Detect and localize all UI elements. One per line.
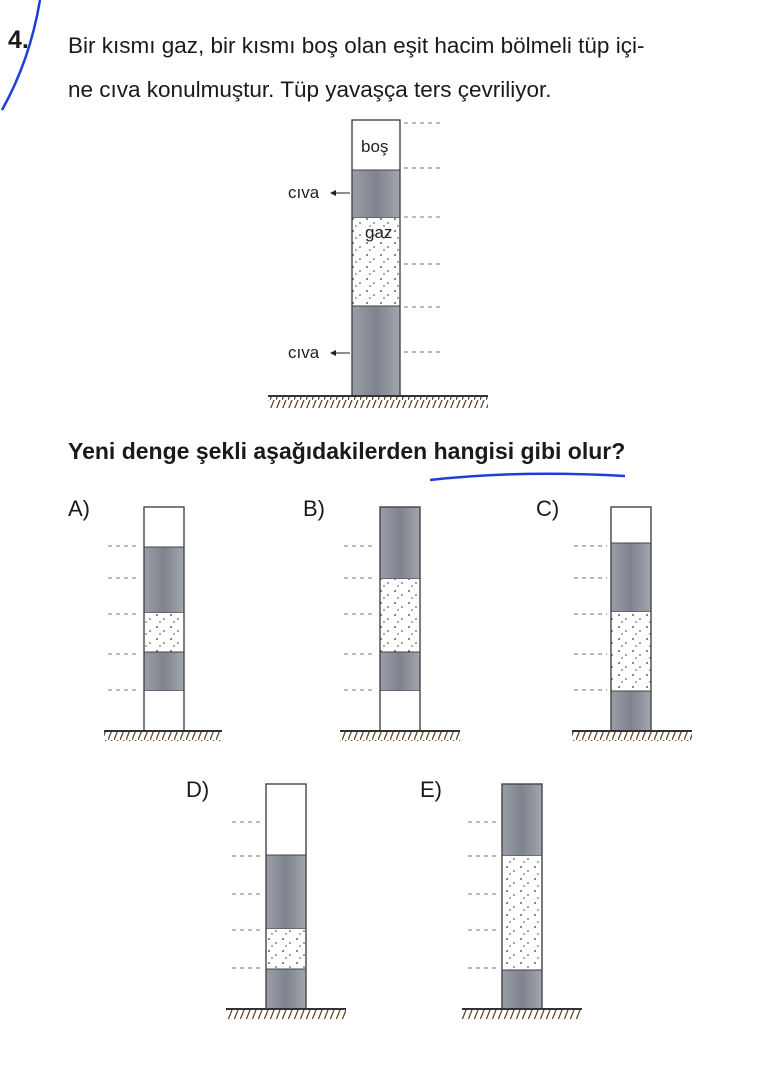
mercury-bottom-segment xyxy=(352,306,400,396)
main-tube-figure xyxy=(268,120,488,408)
question-text-line2: ne cıva konulmuştur. Tüp yavaşça ters çevriliyor. xyxy=(68,77,552,102)
option-label-e[interactable]: E) xyxy=(420,777,442,802)
label-gaz: gaz xyxy=(365,223,393,242)
label-bos: boş xyxy=(361,137,389,156)
label-civa-top: cıva xyxy=(288,183,320,202)
option-label-d[interactable]: D) xyxy=(186,777,210,802)
circle-annotation xyxy=(2,0,40,110)
question-number: 4. xyxy=(8,26,29,54)
option-b-figure[interactable] xyxy=(340,507,460,741)
option-label-a[interactable]: A) xyxy=(68,496,90,521)
underline-annotation xyxy=(430,474,625,480)
option-label-c[interactable]: C) xyxy=(536,496,560,521)
option-d-figure[interactable] xyxy=(226,784,346,1019)
mercury-top-segment xyxy=(352,170,400,218)
question-text-line1: Bir kısmı gaz, bir kısmı boş olan eşit hacim bölmeli tüp içi- xyxy=(68,33,645,58)
option-a-figure[interactable] xyxy=(104,507,222,741)
ground-hatch xyxy=(268,397,488,408)
option-e-figure[interactable] xyxy=(462,784,582,1019)
question-prompt: Yeni denge şekli aşağıdakilerden hangisi gibi olur? xyxy=(68,438,626,464)
option-c-figure[interactable] xyxy=(572,507,692,741)
option-label-b[interactable]: B) xyxy=(303,496,325,521)
label-civa-bottom: cıva xyxy=(288,343,320,362)
